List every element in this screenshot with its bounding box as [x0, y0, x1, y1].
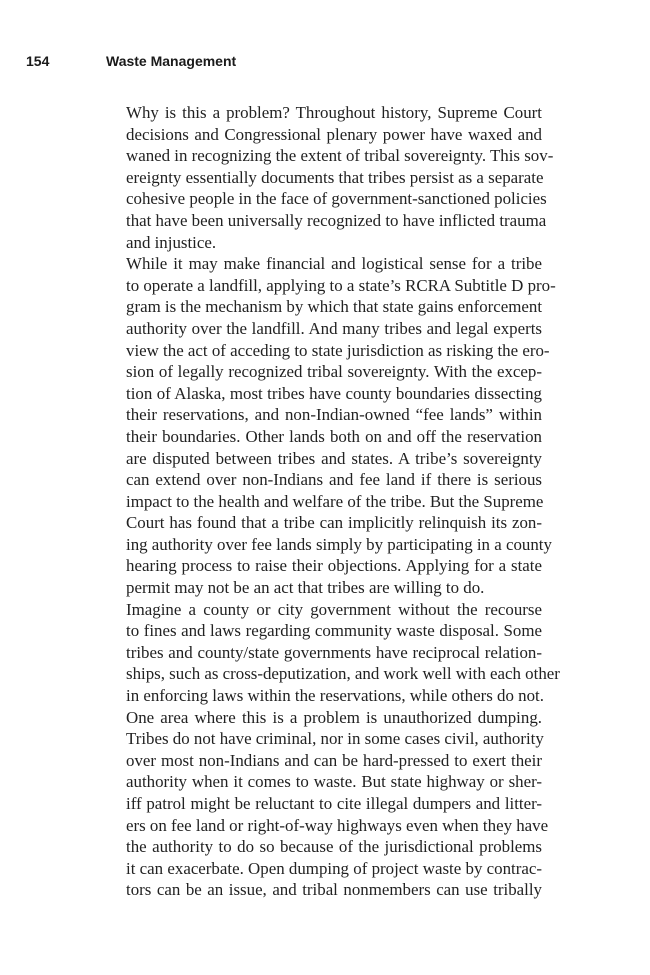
- text-line: tors can be an issue, and tribal nonmembers can use tribally: [126, 880, 542, 900]
- running-title: Waste Management: [106, 53, 237, 69]
- text-line: the authority to do so because of the jurisdictional problems: [126, 837, 542, 857]
- text-line: Tribes do not have criminal, nor in some cases civil, authority: [126, 729, 544, 749]
- text-line: hearing process to raise their objections. Applying for a state: [126, 556, 542, 576]
- text-line: their boundaries. Other lands both on and off the reservation: [126, 426, 542, 446]
- text-line: to operate a landfill, applying to a state’s RCRA Subtitle D pro-: [126, 275, 556, 295]
- text-line: decisions and Congressional plenary power have waxed and: [126, 124, 542, 144]
- text-line: it can exacerbate. Open dumping of project waste by contrac-: [126, 858, 542, 878]
- text-line: are disputed between tribes and states. A tribe’s sovereignty: [126, 448, 542, 468]
- text-line: in enforcing laws within the reservations, while others do not.: [126, 686, 544, 706]
- text-line: authority over the landfill. And many tribes and legal experts: [126, 318, 542, 338]
- text-line: While it may make financial and logistical sense for a tribe: [126, 254, 542, 274]
- text-line: cohesive people in the face of government-sanctioned policies: [126, 189, 547, 209]
- text-line: ing authority over fee lands simply by participating in a county: [126, 534, 552, 554]
- text-line: authority when it comes to waste. But state highway or sher-: [126, 772, 542, 792]
- text-line: that have been universally recognized to have inflicted trauma: [126, 210, 547, 230]
- text-line: Why is this a problem? Throughout history, Supreme Court: [126, 103, 542, 122]
- text-line: iff patrol might be reluctant to cite illegal dumpers and litter-: [126, 794, 542, 813]
- text-line: ships, such as cross-deputization, and work well with each other: [126, 664, 560, 684]
- paragraph: [108, 253, 556, 599]
- text-line: over most non-Indians and can be hard-pressed to exert their: [126, 750, 542, 770]
- text-line: sion of legally recognized tribal sovereignty. With the excep-: [126, 362, 542, 382]
- text-line: impact to the health and welfare of the tribe. But the Supreme: [126, 491, 544, 511]
- body-text: [108, 102, 560, 901]
- page-number: 154: [26, 53, 50, 69]
- text-line: One area where this is a problem is unauthorized dumping.: [126, 707, 542, 727]
- text-line: ereignty essentially documents that tribes persist as a separate: [126, 167, 544, 187]
- running-head: [26, 53, 236, 69]
- text-line: their reservations, and non-Indian-owned “fee lands” within: [126, 405, 542, 425]
- text-line: to fines and laws regarding community waste disposal. Some: [126, 621, 542, 641]
- text-line: permit may not be an act that tribes are willing to do.: [126, 578, 485, 598]
- text-line: waned in recognizing the extent of tribal sovereignty. This sov-: [126, 146, 554, 166]
- text-line: ers on fee land or right-of-way highways even when they have: [126, 815, 549, 835]
- text-line: can extend over non-Indians and fee land if there is serious: [126, 470, 542, 490]
- paragraph: [108, 599, 560, 901]
- text-line: and injustice.: [126, 232, 217, 252]
- text-line: Imagine a county or city government without the recourse: [126, 599, 542, 619]
- text-line: tion of Alaska, most tribes have county boundaries dissecting: [126, 383, 542, 403]
- text-line: Court has found that a tribe can implicitly relinquish its zon-: [126, 513, 542, 533]
- text-line: tribes and county/state governments have reciprocal relation-: [126, 642, 542, 662]
- paragraph: [108, 102, 554, 253]
- text-line: view the act of acceding to state jurisdiction as risking the ero-: [126, 340, 550, 360]
- text-line: gram is the mechanism by which that state gains enforcement: [126, 297, 543, 317]
